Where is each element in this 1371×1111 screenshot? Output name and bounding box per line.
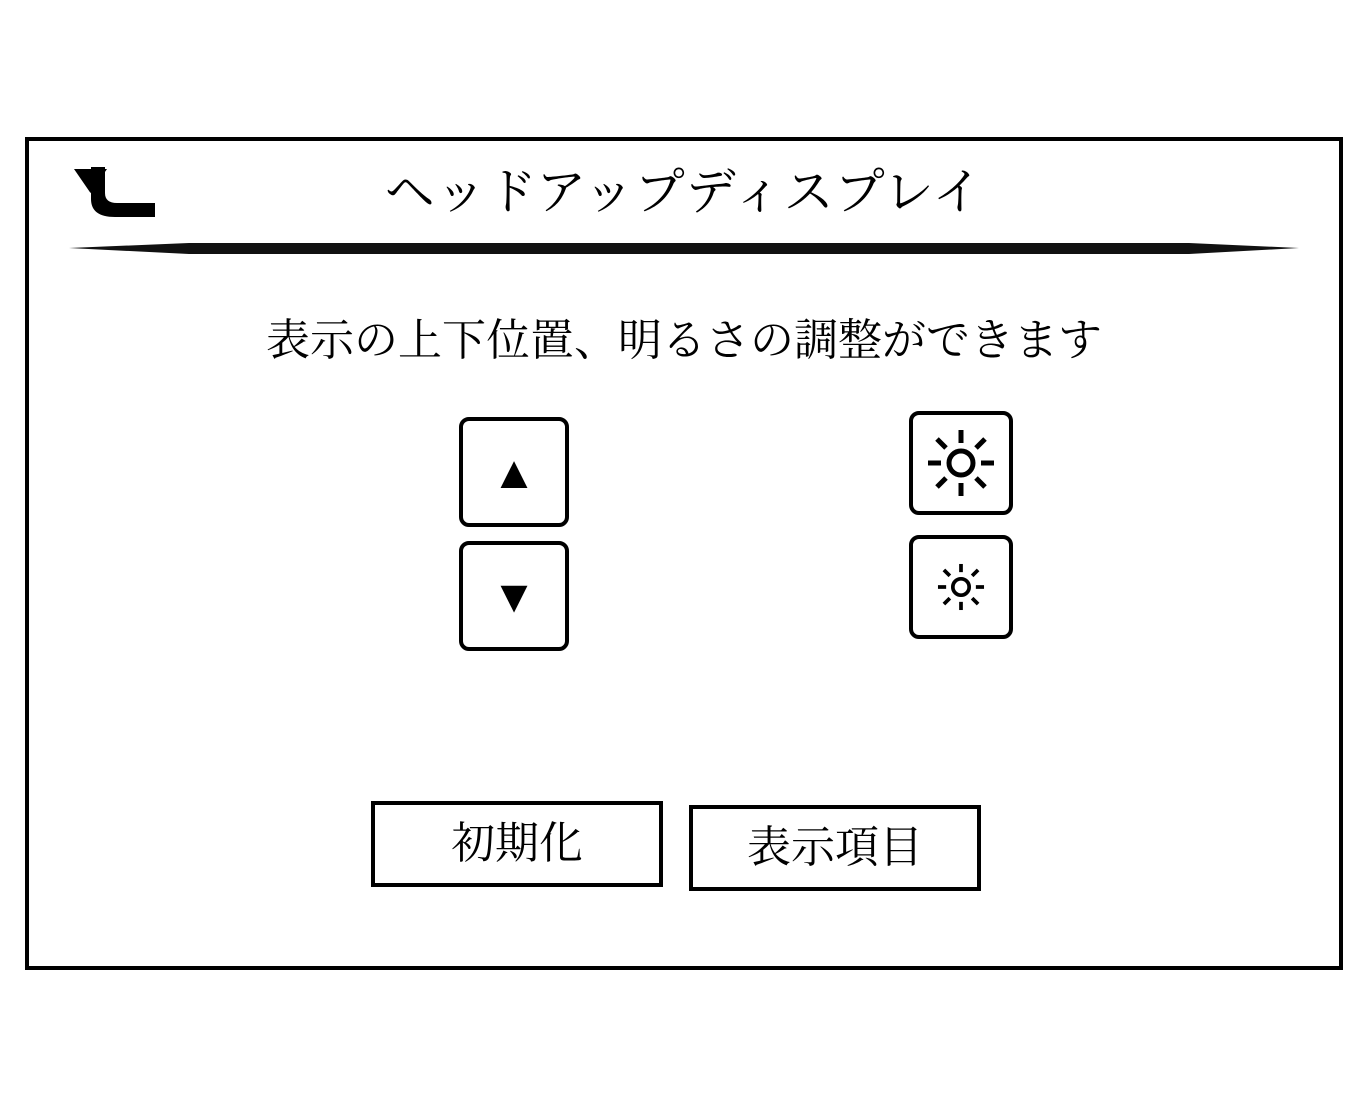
head-up-display-settings-screen [25, 137, 1343, 970]
bottom-button-row [29, 801, 1339, 901]
position-down-button[interactable] [459, 541, 569, 651]
header-divider [69, 237, 1299, 259]
sun-small-icon [935, 561, 987, 613]
page-title: ヘッドアップディスプレイ [384, 164, 984, 220]
brightness-down-button[interactable] [909, 535, 1013, 639]
position-up-button[interactable] [459, 417, 569, 527]
sun-large-icon [926, 428, 996, 498]
display-items-button[interactable]: 表示項目 [689, 805, 981, 891]
screen-header [29, 141, 1339, 249]
triangle-up-icon: ▲ [491, 446, 537, 498]
description-text: 表示の上下位置、明るさの調整ができます [266, 316, 1102, 365]
triangle-down-icon: ▼ [491, 570, 537, 622]
adjustment-controls [29, 411, 1339, 661]
reset-button[interactable]: 初期化 [371, 801, 663, 887]
brightness-up-button[interactable] [909, 411, 1013, 515]
